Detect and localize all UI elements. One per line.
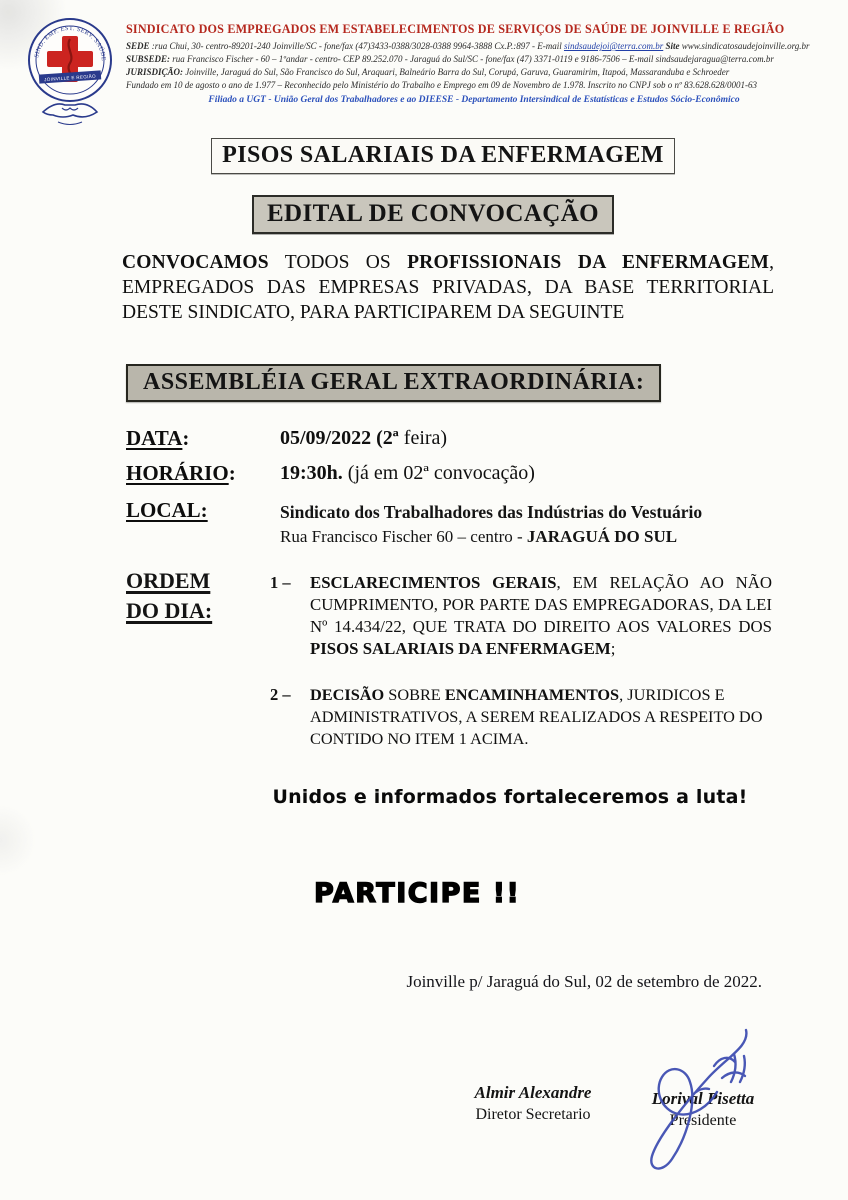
horario-value-rest: (já em 02ª convocação): [342, 462, 535, 484]
filiado-line: Filiado a UGT - União Geral dos Trabalhadores e ao DIEESE - Departamento Intersindical de Estatísticas e Estudos Sócio-Econômico: [208, 95, 740, 105]
subject-title: PISOS SALARIAIS DA ENFERMAGEM: [211, 138, 675, 174]
sede-email-link[interactable]: sindsaudejoi@terra.com.br: [563, 41, 664, 51]
agenda-item-1-text: ESCLARECIMENTOS GERAIS, EM RELAÇÃO AO NÃO CUMPRIMENTO, POR PARTE DAS EMPREGADORAS, DA LEI Nº 14.434/22, QUE TRATA DO DIREITO AOS VALORES DOS PISOS SALARIAIS DA ENFERMAGEM;: [310, 573, 772, 658]
local-address: Rua Francisco Fischer 60 – centro - JARAGUÁ DO SUL: [280, 527, 678, 546]
subject-title-row: [0, 138, 848, 174]
jurisdicao-label: JURISDIÇÃO:: [126, 67, 184, 77]
intro-bold-1: CONVOCAMOS: [122, 252, 269, 273]
data-label: DATA:: [126, 426, 190, 450]
signature-right: [618, 1088, 788, 1132]
signature-left: [418, 1082, 648, 1126]
signature-right-title: Presidente: [669, 1112, 737, 1129]
subsede-email-link[interactable]: sindsaudejaragua@terra.com.br: [655, 54, 774, 64]
intro-text-2: , EMPREGADOS DAS EMPRESAS PRIVADAS, DA BASE TERRITORIAL DESTE SINDICATO, PARA PARTICIPAREM DA SEGUINTE: [122, 252, 774, 323]
sede-label: SEDE: [126, 41, 150, 51]
agenda-item-1-number: 1 –: [270, 573, 291, 592]
letterhead-text: [126, 16, 822, 128]
local-venue: Sindicato dos Trabalhadores das Indústrias do Vestuário: [280, 502, 703, 522]
edital-title: EDITAL DE CONVOCAÇÃO: [252, 195, 614, 234]
participe-callout: PARTICIPE !!: [314, 878, 521, 909]
subsede-label: SUBSEDE:: [126, 54, 171, 64]
jurisdicao-line: [126, 66, 822, 79]
letterhead: [24, 16, 822, 128]
logo-band-text: JOINVILLE E REGIÃO: [44, 73, 97, 83]
edital-title-row: [0, 195, 848, 234]
horario-value-bold: 19:30h.: [280, 462, 343, 484]
intro-text-1: TODOS OS: [268, 252, 408, 273]
slogan: Unidos e informados fortaleceremos a luta!: [272, 786, 748, 808]
subsede-text: rua Francisco Fischer - 60 – 1ºandar - centro- CEP 89.252.070 - Jaraguá do Sul/SC - fone/fax (47) 3371-0119 e 9186-7506 – E-mail: [170, 54, 656, 64]
agenda-item-1: [270, 572, 772, 660]
data-value: [280, 427, 447, 450]
subsede-line: [126, 53, 822, 66]
local-city: JARAGUÁ DO SUL: [526, 527, 678, 546]
agenda-item-2: [270, 684, 772, 750]
logo-ring-text: SIND. EMP. EST. SERV. SAÚDE: [33, 24, 108, 62]
fundado-line: Fundado em 10 de agosto o ano de 1.977 – Reconhecido pelo Ministério do Trabalho e Emprego em 09 de Novembro de 1.978. Inscrito no CNPJ sob o nº 83.628.628/0001-63: [126, 80, 758, 90]
data-value-bold: 05/09/2022 (2ª: [280, 427, 399, 449]
horario-label: HORÁRIO:: [126, 461, 236, 485]
signature-left-title: Diretor Secretario: [475, 1106, 591, 1123]
org-name: SINDICATO DOS EMPREGADOS EM ESTABELECIMENTOS DE SERVIÇOS DE SAÚDE DE JOINVILLE E REGIÃO: [126, 22, 785, 36]
local-label: LOCAL:: [126, 498, 208, 522]
signature-left-name: Almir Alexandre: [474, 1083, 592, 1102]
agenda-item-2-text: DECISÃO SOBRE ENCAMINHAMENTOS, JURIDICOS E ADMINISTRATIVOS, A SEREM REALIZADOS A RESPEITO DO CONTIDO NO ITEM 1 ACIMA.: [310, 685, 763, 748]
local-value: [280, 500, 800, 550]
assembleia-title: ASSEMBLÉIA GERAL EXTRAORDINÁRIA:: [126, 364, 661, 402]
sede-site-link[interactable]: www.sindicatosaudejoinville.org.br: [681, 41, 810, 51]
agenda-item-2-number: 2 –: [270, 685, 291, 704]
horario-value: [280, 462, 535, 485]
signature-right-name: Lorival Pisetta: [651, 1089, 755, 1108]
intro-paragraph: [122, 250, 774, 325]
sede-line: [126, 40, 822, 53]
sede-text: :rua Chui, 30- centro-89201-240 Joinville/SC - fone/fax (47)3433-0388/3028-0388 9964-3888 Cx.P.:897 - E-mail: [149, 41, 564, 51]
intro-bold-2: PROFISSIONAIS DA ENFERMAGEM: [407, 252, 770, 273]
sede-site-label: Site: [663, 41, 682, 51]
dateline: Joinville p/ Jaraguá do Sul, 02 de setembro de 2022.: [406, 972, 762, 991]
union-logo-icon: [24, 16, 116, 128]
data-value-rest: feira): [398, 427, 448, 449]
jurisdicao-text: Joinville, Jaraguá do Sul, São Francisco do Sul, Araquari, Balneário Barra do Sul, Corupá, Garuva, Guaramirim, Itapoá, Massaranduba e Schroeder: [183, 67, 730, 77]
ordem-label: ORDEM DO DIA:: [126, 568, 213, 623]
